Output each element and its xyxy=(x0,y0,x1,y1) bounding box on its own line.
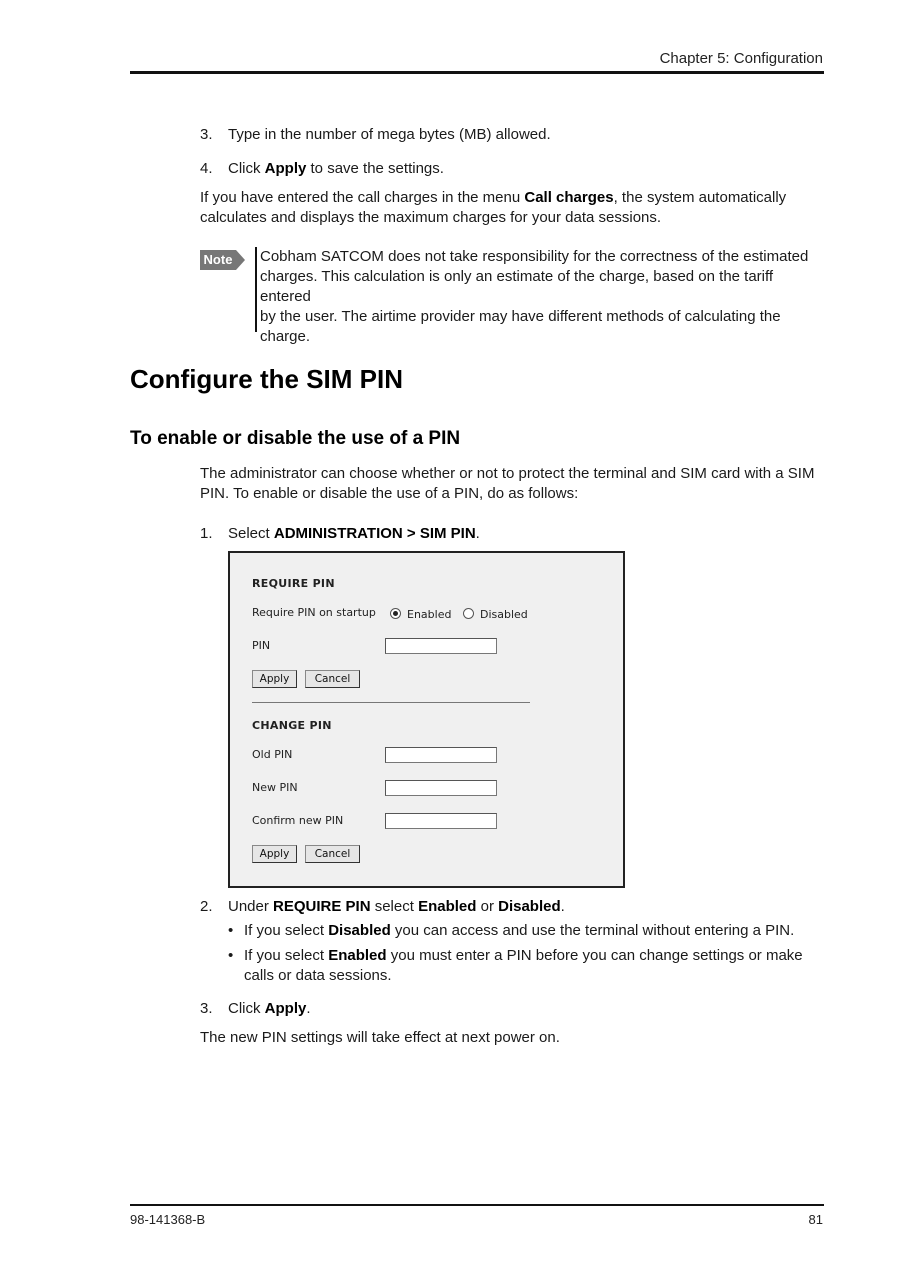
require-apply-button[interactable]: Apply xyxy=(252,670,297,688)
pin-label: PIN xyxy=(252,639,271,652)
confirm-pin-label: Confirm new PIN xyxy=(252,814,344,827)
step-2-under: 2. Under REQUIRE PIN select Enabled or Disabled. xyxy=(200,898,565,915)
note-text: Cobham SATCOM does not take responsibility for the correctness of the estimated charges. This calculation is only an estimate of the charge, based on the tariff entered by the user. The airtime provider may have different methods of calculating the charge. xyxy=(260,248,809,345)
header-rule xyxy=(130,71,824,74)
step-1-select: 1. Select ADMINISTRATION > SIM PIN. xyxy=(200,525,480,542)
new-pin-label: New PIN xyxy=(252,781,298,794)
old-pin-label: Old PIN xyxy=(252,748,293,761)
bullet-enabled: • If you select Enabled you must enter a PIN before you can change settings or make calls or data sessions. xyxy=(228,947,803,984)
step-3-mb: 3. Type in the number of mega bytes (MB) allowed. xyxy=(200,126,551,143)
bullet-icon: • xyxy=(228,947,234,964)
footer-rule xyxy=(130,1204,824,1206)
section-heading: Configure the SIM PIN xyxy=(130,364,403,394)
call-charges-paragraph: If you have entered the call charges in the menu Call charges, the system automatically calculates and displays the maximum charges for your data sessions. xyxy=(200,189,787,226)
subsection-heading: To enable or disable the use of a PIN xyxy=(130,428,461,449)
confirm-pin-input[interactable] xyxy=(385,813,497,829)
closing-text: The new PIN settings will take effect at next power on. xyxy=(200,1029,560,1046)
new-pin-input[interactable] xyxy=(385,780,497,796)
enabled-radio[interactable] xyxy=(390,608,401,619)
change-pin-title: CHANGE PIN xyxy=(252,719,332,732)
page-number: 81 xyxy=(808,1212,823,1227)
require-cancel-button[interactable]: Cancel xyxy=(305,670,360,688)
disabled-label: Disabled xyxy=(480,608,528,621)
note-bar xyxy=(255,247,257,332)
note-arrow-icon xyxy=(236,250,245,270)
intro-paragraph: The administrator can choose whether or not to protect the terminal and SIM card with a SIM PIN. To enable or disable the use of a PIN, do as follows: xyxy=(200,465,815,502)
require-pin-title: REQUIRE PIN xyxy=(252,577,335,590)
disabled-radio[interactable] xyxy=(463,608,474,619)
sim-pin-screenshot xyxy=(228,551,625,888)
step-4-apply: 4. Click Apply to save the settings. xyxy=(200,160,444,177)
require-pin-label: Require PIN on startup xyxy=(252,606,376,619)
section-divider xyxy=(252,702,530,703)
note-label: Note xyxy=(200,250,246,270)
pin-input[interactable] xyxy=(385,638,497,654)
step-3-click-apply: 3. Click Apply. xyxy=(200,1000,311,1017)
bullet-icon: • xyxy=(228,922,234,939)
bullet-disabled: • If you select Disabled you can access and use the terminal without entering a PIN. xyxy=(228,922,795,939)
radio-selected-dot xyxy=(393,611,398,616)
old-pin-input[interactable] xyxy=(385,747,497,763)
change-apply-button[interactable]: Apply xyxy=(252,845,297,863)
chapter-header: Chapter 5: Configuration xyxy=(659,50,823,67)
change-cancel-button[interactable]: Cancel xyxy=(305,845,360,863)
doc-number: 98-141368-B xyxy=(130,1212,206,1227)
enabled-label: Enabled xyxy=(407,608,452,621)
